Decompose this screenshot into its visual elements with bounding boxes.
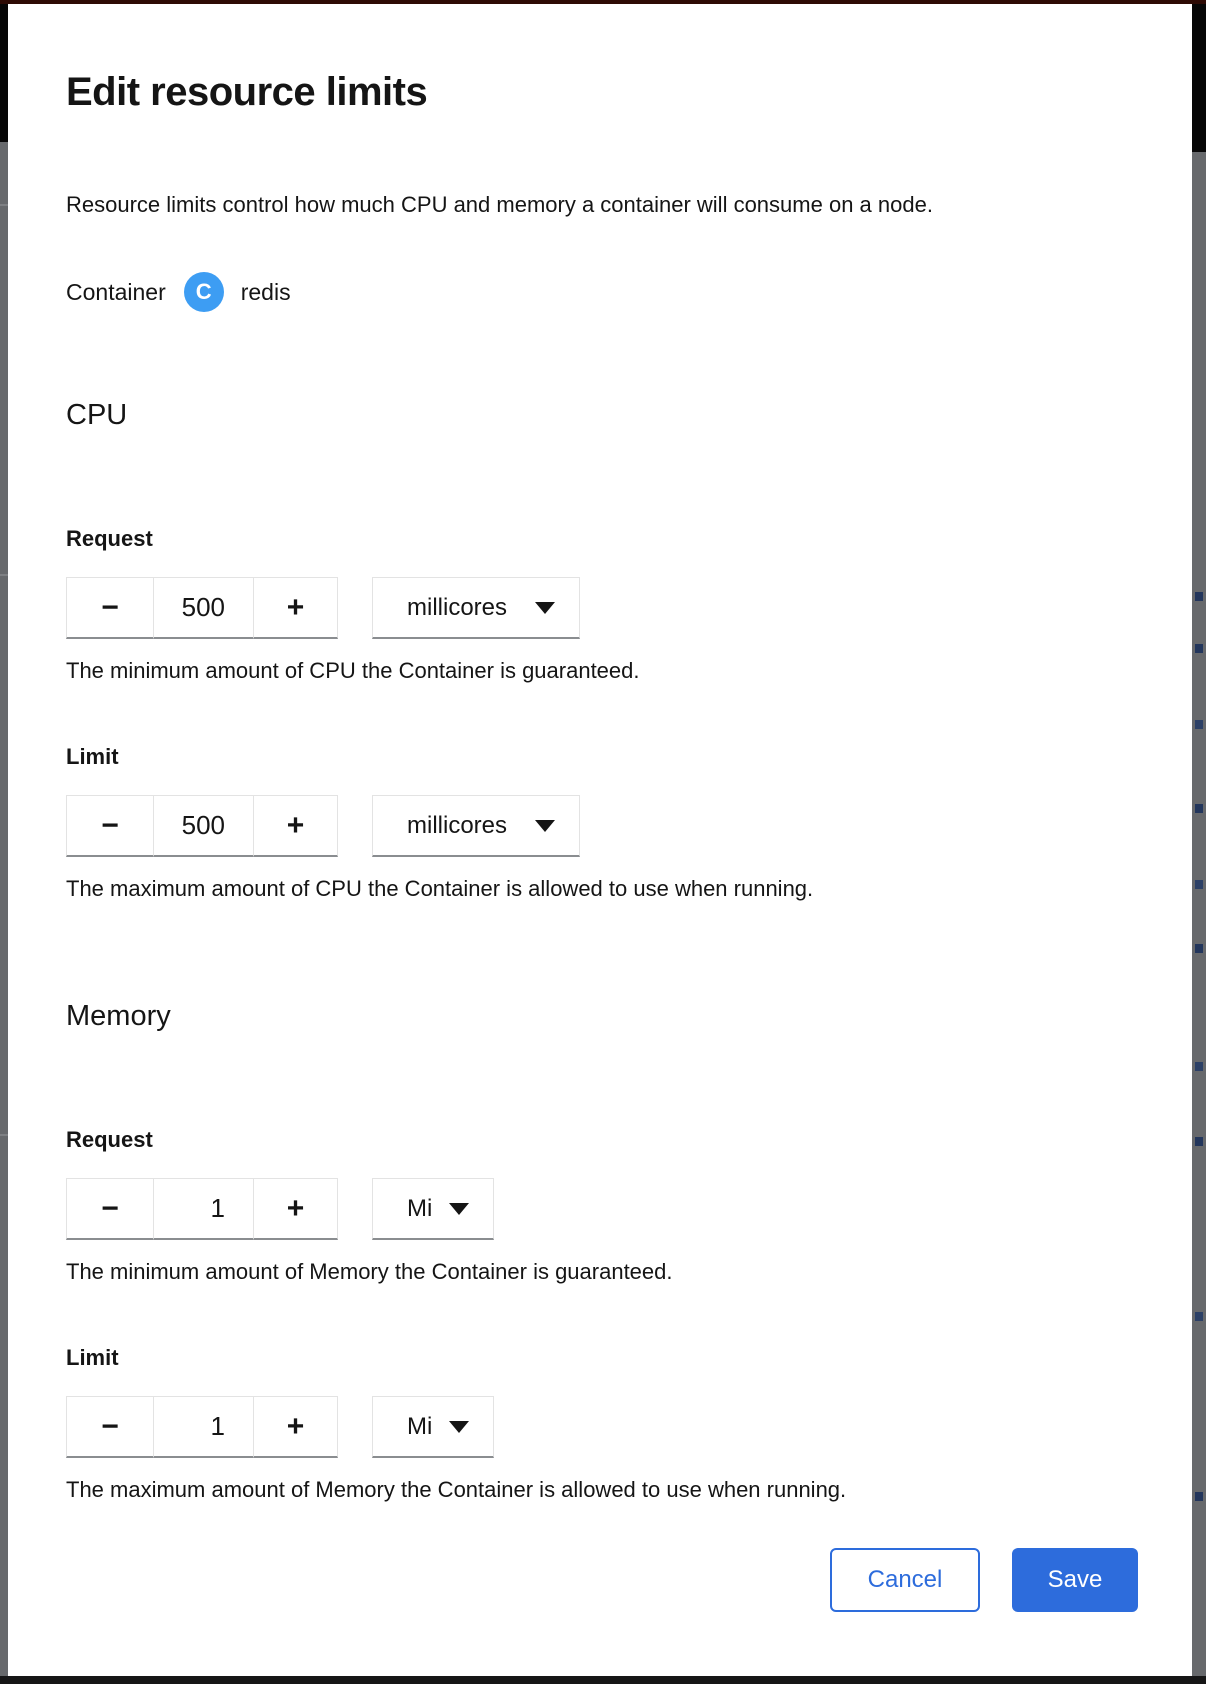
container-label: Container bbox=[66, 278, 166, 305]
memory-limit-stepper bbox=[66, 1396, 338, 1458]
modal-description: Resource limits control how much CPU and memory a container will consume on a node. bbox=[66, 192, 933, 217]
cpu-limit-label: Limit bbox=[66, 744, 119, 769]
cpu-limit-unit-value: millicores bbox=[407, 811, 508, 839]
background-right-strip bbox=[1192, 4, 1206, 1676]
plus-button[interactable]: + bbox=[253, 1396, 338, 1458]
background-bottom-strip bbox=[0, 1676, 1206, 1684]
memory-limit-unit-dropdown[interactable] bbox=[372, 1396, 494, 1458]
cpu-request-row bbox=[66, 577, 1138, 639]
memory-limit-help: The maximum amount of Memory the Container is allowed to use when running. bbox=[66, 1477, 847, 1502]
cpu-request-help: The minimum amount of CPU the Container is guaranteed. bbox=[66, 658, 640, 683]
cpu-limit-unit-dropdown[interactable] bbox=[372, 795, 580, 857]
plus-button[interactable]: + bbox=[253, 795, 338, 857]
cpu-limit-value[interactable]: 500 bbox=[153, 795, 254, 857]
memory-request-help: The minimum amount of Memory the Container is guaranteed. bbox=[66, 1259, 673, 1284]
memory-request-unit-value: Mi bbox=[407, 1194, 433, 1222]
memory-limit-value[interactable]: 1 bbox=[153, 1396, 254, 1458]
container-row bbox=[66, 272, 1138, 312]
cpu-request-label: Request bbox=[66, 526, 153, 551]
memory-request-value[interactable]: 1 bbox=[153, 1178, 254, 1240]
memory-limit-label: Limit bbox=[66, 1345, 119, 1370]
memory-request-label: Request bbox=[66, 1127, 153, 1152]
chevron-down-icon bbox=[449, 1203, 469, 1215]
cancel-button[interactable]: Cancel bbox=[830, 1548, 980, 1612]
memory-request-row bbox=[66, 1178, 1138, 1240]
container-name: redis bbox=[240, 278, 291, 305]
background-masthead-strip bbox=[0, 0, 1206, 4]
minus-button[interactable]: − bbox=[66, 795, 154, 857]
memory-limit-unit-value: Mi bbox=[407, 1412, 433, 1440]
plus-button[interactable]: + bbox=[253, 1178, 338, 1240]
modal-actions bbox=[66, 1548, 1138, 1612]
cpu-limit-row bbox=[66, 795, 1138, 857]
cpu-limit-stepper bbox=[66, 795, 338, 857]
cpu-section-heading: CPU bbox=[66, 399, 128, 431]
minus-button[interactable]: − bbox=[66, 577, 154, 639]
background-left-strip bbox=[0, 4, 8, 1676]
edit-resource-limits-modal bbox=[8, 4, 1192, 1676]
chevron-down-icon bbox=[535, 602, 555, 614]
cpu-request-unit-value: millicores bbox=[407, 593, 508, 621]
memory-request-unit-dropdown[interactable] bbox=[372, 1178, 494, 1240]
modal-title: Edit resource limits bbox=[66, 70, 428, 114]
container-badge-icon: C bbox=[184, 272, 224, 312]
plus-button[interactable]: + bbox=[253, 577, 338, 639]
memory-section-heading: Memory bbox=[66, 1000, 171, 1032]
chevron-down-icon bbox=[535, 820, 555, 832]
chevron-down-icon bbox=[449, 1421, 469, 1433]
minus-button[interactable]: − bbox=[66, 1178, 154, 1240]
cpu-request-unit-dropdown[interactable] bbox=[372, 577, 580, 639]
cpu-request-value[interactable]: 500 bbox=[153, 577, 254, 639]
memory-limit-row bbox=[66, 1396, 1138, 1458]
cpu-limit-help: The maximum amount of CPU the Container is allowed to use when running. bbox=[66, 876, 814, 901]
minus-button[interactable]: − bbox=[66, 1396, 154, 1458]
memory-request-stepper bbox=[66, 1178, 338, 1240]
cpu-request-stepper bbox=[66, 577, 338, 639]
save-button[interactable]: Save bbox=[1012, 1548, 1138, 1612]
